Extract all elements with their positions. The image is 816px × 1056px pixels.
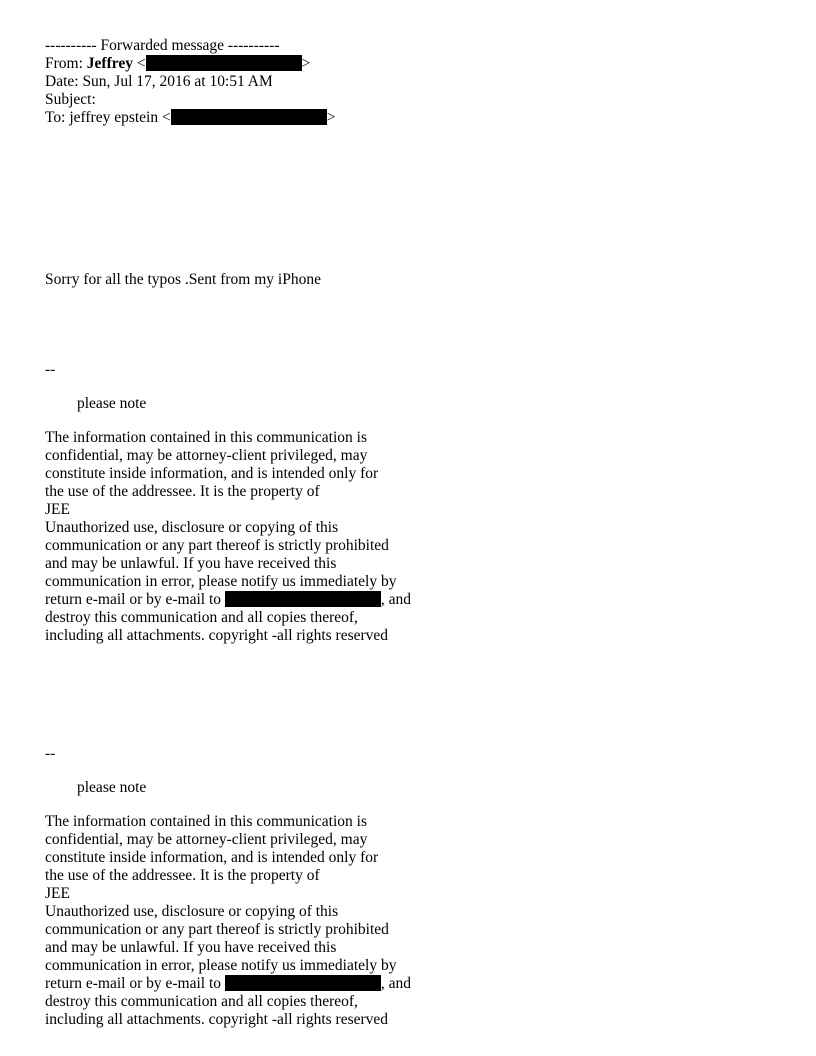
message-body: Sorry for all the typos .Sent from my iPhone <box>45 271 321 288</box>
spacer <box>45 645 785 697</box>
disclaimer-line: communication in error, please notify us immediately by <box>45 573 397 590</box>
redacted-email <box>225 591 381 607</box>
redacted-email <box>225 975 381 991</box>
disclaimer-text: , and <box>380 975 412 992</box>
disclaimer-line: destroy this communication and all copies thereof, <box>45 993 358 1010</box>
disclaimer-line: constitute inside information, and is intended only for <box>45 465 379 482</box>
signature-separator: -- <box>45 745 56 762</box>
spacer <box>45 763 785 779</box>
disclaimer-line: Unauthorized use, disclosure or copying of this <box>45 519 339 536</box>
disclaimer-line <box>45 975 785 993</box>
to-line <box>45 109 785 127</box>
disclaimer-line: communication or any part thereof is strictly prohibited <box>45 537 389 554</box>
disclaimer-block-2 <box>45 745 785 1029</box>
spacer <box>45 379 785 395</box>
disclaimer-line <box>45 591 785 609</box>
from-open-bracket: < <box>132 55 146 72</box>
disclaimer-block-1 <box>45 361 785 645</box>
spacer <box>45 289 785 361</box>
disclaimer-text: , and <box>380 591 412 608</box>
forwarded-message-line: ---------- Forwarded message ---------- <box>45 37 280 54</box>
signature-separator: -- <box>45 361 56 378</box>
from-label: From: <box>45 55 87 72</box>
spacer <box>45 729 785 745</box>
to-close-bracket: > <box>326 109 336 126</box>
from-line <box>45 55 785 73</box>
to-label: To: jeffrey epstein < <box>45 109 171 126</box>
disclaimer-line: the use of the addressee. It is the property of <box>45 483 320 500</box>
please-note-heading: please note <box>77 779 147 796</box>
disclaimer-line: including all attachments. copyright -all rights reserved <box>45 627 389 644</box>
from-name: Jeffrey <box>86 55 133 72</box>
spacer <box>45 697 785 713</box>
spacer <box>45 413 785 429</box>
disclaimer-line: The information contained in this communication is <box>45 813 367 830</box>
please-note-heading: please note <box>77 395 147 412</box>
disclaimer-line: confidential, may be attorney-client privileged, may <box>45 447 368 464</box>
disclaimer-line: The information contained in this communication is <box>45 429 367 446</box>
disclaimer-text: return e-mail or by e-mail to <box>45 975 225 992</box>
disclaimer-line: Unauthorized use, disclosure or copying of this <box>45 903 339 920</box>
subject-line: Subject: <box>45 91 96 108</box>
disclaimer-line: constitute inside information, and is intended only for <box>45 849 379 866</box>
spacer <box>45 127 785 271</box>
redacted-to-email <box>171 109 327 125</box>
disclaimer-line: JEE <box>45 885 70 902</box>
date-line: Date: Sun, Jul 17, 2016 at 10:51 AM <box>45 73 273 90</box>
from-close-bracket: > <box>301 55 311 72</box>
disclaimer-line: communication or any part thereof is strictly prohibited <box>45 921 389 938</box>
email-document <box>45 37 785 1029</box>
redacted-from-email <box>146 55 302 71</box>
disclaimer-line: the use of the addressee. It is the property of <box>45 867 320 884</box>
spacer <box>45 713 785 729</box>
email-header <box>45 37 785 127</box>
disclaimer-line: including all attachments. copyright -all rights reserved <box>45 1011 389 1028</box>
disclaimer-line: confidential, may be attorney-client privileged, may <box>45 831 368 848</box>
disclaimer-line: JEE <box>45 501 70 518</box>
disclaimer-text: return e-mail or by e-mail to <box>45 591 225 608</box>
disclaimer-line: destroy this communication and all copies thereof, <box>45 609 358 626</box>
spacer <box>45 797 785 813</box>
disclaimer-line: and may be unlawful. If you have received this <box>45 555 337 572</box>
disclaimer-line: communication in error, please notify us immediately by <box>45 957 397 974</box>
disclaimer-line: and may be unlawful. If you have received this <box>45 939 337 956</box>
